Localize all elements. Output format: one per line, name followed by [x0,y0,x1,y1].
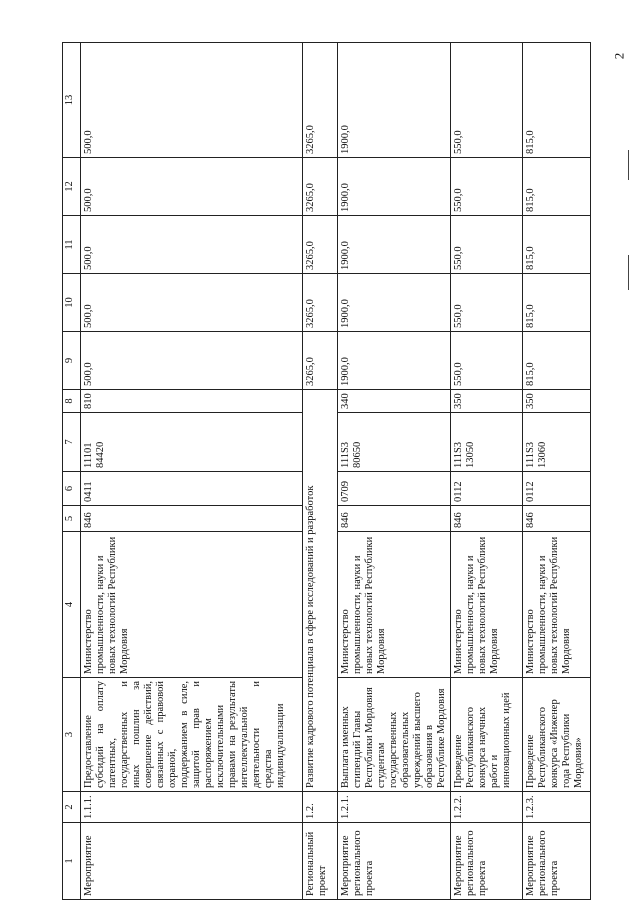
row-value: 550,0 [451,43,523,158]
table-row [81,43,303,900]
row-type: Мероприятие [81,823,303,900]
row-description: Развитие кадрового потенциала в сфере исследований и разработок [303,390,338,792]
row-number: 1.2. [303,792,338,823]
row-description: Предоставление субсидий на оплату патентных, государственных и иных пошлин за совершение действий, связанных с правовой охраной, поддержанием в силе, защитой прав и распоряжением исключительными правами на результаты интеллектуальной деятельности и средства индивидуализации [81,678,303,792]
row-value: 3265,0 [303,43,338,158]
header-cell: 5 [63,506,81,532]
row-code: 846 [81,506,303,532]
row-value: 500,0 [81,43,303,158]
margin-mark [628,255,629,290]
budget-table [62,42,591,900]
header-cell: 11 [63,216,81,274]
row-executor: Министерство промышленности, науки и новых технологий Республики Мордовия [523,532,591,678]
row-value: 500,0 [81,158,303,216]
row-number: 1.1.1. [81,792,303,823]
table-row [338,43,451,900]
row-value: 550,0 [451,274,523,332]
header-row [63,43,81,900]
header-cell: 7 [63,413,81,472]
header-cell: 9 [63,332,81,390]
header-cell: 6 [63,472,81,506]
header-cell: 13 [63,43,81,158]
row-value: 550,0 [451,158,523,216]
header-cell: 3 [63,678,81,792]
row-expense-type: 340 [338,390,451,413]
row-type: Региональный проект [303,823,338,900]
row-value: 3265,0 [303,158,338,216]
row-value: 815,0 [523,274,591,332]
row-number: 1.2.1. [338,792,451,823]
row-value: 1900,0 [338,274,451,332]
row-type: Мероприятие регионального проекта [451,823,523,900]
row-code: 846 [523,506,591,532]
row-description: Проведение Республиканского конкурса «Инженер года Республики Мордовия» [523,678,591,792]
row-value: 815,0 [523,216,591,274]
row-executor: Министерство промышленности, науки и новых технологий Республики Мордовия [81,532,303,678]
row-value: 3265,0 [303,274,338,332]
row-target: 11101 84420 [81,413,303,472]
header-cell: 4 [63,532,81,678]
header-cell: 1 [63,823,81,900]
row-number: 1.2.2. [451,792,523,823]
row-value: 500,0 [81,274,303,332]
row-executor: Министерство промышленности, науки и новых технологий Республики Мордовия [338,532,451,678]
header-cell: 10 [63,274,81,332]
table-row [303,43,338,900]
row-value: 1900,0 [338,216,451,274]
row-value: 550,0 [451,332,523,390]
table-row [523,43,591,900]
table-row [451,43,523,900]
row-value: 1900,0 [338,332,451,390]
row-target: 111S3 13050 [451,413,523,472]
row-executor: Министерство промышленности, науки и новых технологий Республики Мордовия [451,532,523,678]
row-value: 500,0 [81,332,303,390]
header-cell: 2 [63,792,81,823]
row-type: Мероприятие регионального проекта [338,823,451,900]
row-value: 550,0 [451,216,523,274]
row-value: 1900,0 [338,43,451,158]
row-expense-type: 350 [523,390,591,413]
page-number: 2 [610,52,626,60]
row-expense-type: 350 [451,390,523,413]
row-description: Проведение Республиканского конкурса научных работ и инновационных идей [451,678,523,792]
header-cell: 12 [63,158,81,216]
row-target: 111S3 13060 [523,413,591,472]
row-value: 815,0 [523,158,591,216]
row-value: 815,0 [523,332,591,390]
row-value: 1900,0 [338,158,451,216]
row-section: 0709 [338,472,451,506]
row-code: 846 [451,506,523,532]
row-number: 1.2.3. [523,792,591,823]
row-code: 846 [338,506,451,532]
row-target: 111S3 80650 [338,413,451,472]
row-section: 0112 [523,472,591,506]
row-description: Выплата именных стипендий Главы Республики Мордовия студентам государственных образовательных учреждений высшего образования в Республике Мордовия [338,678,451,792]
row-value: 3265,0 [303,216,338,274]
row-section: 0411 [81,472,303,506]
row-type: Мероприятие регионального проекта [523,823,591,900]
row-value: 815,0 [523,43,591,158]
row-value: 3265,0 [303,332,338,390]
row-value: 500,0 [81,216,303,274]
row-expense-type: 810 [81,390,303,413]
header-cell: 8 [63,390,81,413]
margin-mark [628,150,629,180]
rotated-page [62,43,622,900]
row-section: 0112 [451,472,523,506]
